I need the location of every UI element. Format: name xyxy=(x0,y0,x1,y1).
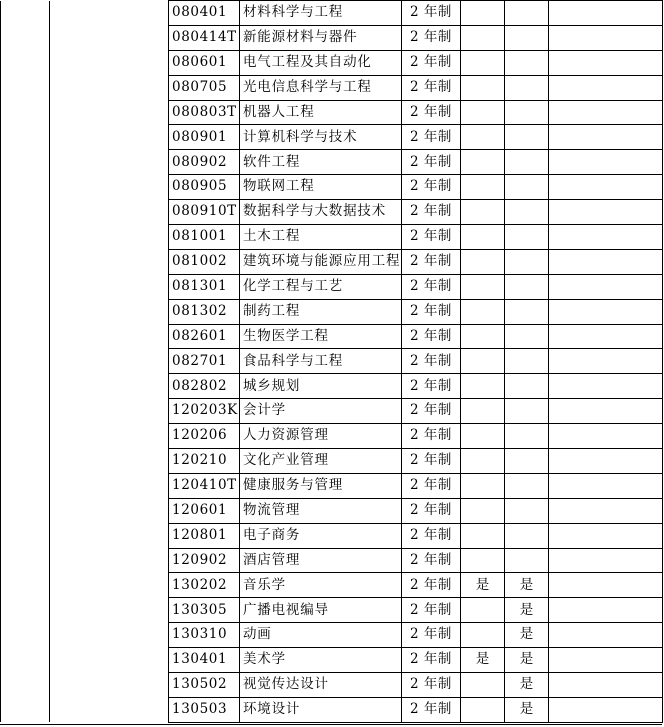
table-row xyxy=(1,1,663,26)
major-name-cell: 视觉传达设计 xyxy=(240,673,402,698)
remarks-cell xyxy=(549,1,663,26)
major-name-cell: 计算机科学与技术 xyxy=(240,125,402,150)
major-code-cell: 080901 xyxy=(169,125,240,150)
table-body xyxy=(1,1,663,723)
flag-cell-1 xyxy=(461,548,505,573)
remarks-cell xyxy=(549,473,663,498)
remarks-cell xyxy=(549,25,663,50)
major-name-cell: 数据科学与大数据技术 xyxy=(240,200,402,225)
major-code-cell: 120601 xyxy=(169,498,240,523)
flag-cell-1 xyxy=(461,424,505,449)
duration-cell: 2 年制 xyxy=(402,598,461,623)
remarks-cell xyxy=(549,274,663,299)
remarks-cell xyxy=(549,673,663,698)
major-code-cell: 081001 xyxy=(169,225,240,250)
duration-cell: 2 年制 xyxy=(402,473,461,498)
major-name-cell: 美术学 xyxy=(240,648,402,673)
major-name-cell: 电子商务 xyxy=(240,523,402,548)
duration-cell: 2 年制 xyxy=(402,50,461,75)
flag-cell-1 xyxy=(461,673,505,698)
remarks-cell xyxy=(549,299,663,324)
flag-cell-1 xyxy=(461,498,505,523)
major-code-cell: 130305 xyxy=(169,598,240,623)
major-code-cell: 130401 xyxy=(169,648,240,673)
flag-cell-2 xyxy=(505,324,549,349)
major-name-cell: 电气工程及其自动化 xyxy=(240,50,402,75)
flag-cell-2 xyxy=(505,548,549,573)
remarks-cell xyxy=(549,573,663,598)
flag-cell-1 xyxy=(461,1,505,26)
duration-cell: 2 年制 xyxy=(402,25,461,50)
major-code-cell: 081002 xyxy=(169,249,240,274)
flag-cell-1 xyxy=(461,25,505,50)
flag-cell-1 xyxy=(461,125,505,150)
flag-cell-2: 是 xyxy=(505,623,549,648)
flag-cell-1 xyxy=(461,598,505,623)
duration-cell: 2 年制 xyxy=(402,573,461,598)
major-name-cell: 软件工程 xyxy=(240,150,402,175)
flag-cell-1 xyxy=(461,50,505,75)
duration-cell: 2 年制 xyxy=(402,349,461,374)
flag-cell-2 xyxy=(505,424,549,449)
duration-cell: 2 年制 xyxy=(402,1,461,26)
major-name-cell: 物联网工程 xyxy=(240,175,402,200)
flag-cell-2 xyxy=(505,175,549,200)
remarks-cell xyxy=(549,100,663,125)
flag-cell-2 xyxy=(505,75,549,100)
flag-cell-2 xyxy=(505,200,549,225)
duration-cell: 2 年制 xyxy=(402,498,461,523)
remarks-cell xyxy=(549,125,663,150)
major-name-cell: 城乡规划 xyxy=(240,374,402,399)
major-name-cell: 材料科学与工程 xyxy=(240,1,402,26)
remarks-cell xyxy=(549,523,663,548)
flag-cell-1 xyxy=(461,623,505,648)
remarks-cell xyxy=(549,399,663,424)
major-code-cell: 080401 xyxy=(169,1,240,26)
major-code-cell: 080910T xyxy=(169,200,240,225)
flag-cell-2 xyxy=(505,523,549,548)
major-name-cell: 新能源材料与器件 xyxy=(240,25,402,50)
flag-cell-2 xyxy=(505,1,549,26)
major-code-cell: 080414T xyxy=(169,25,240,50)
flag-cell-1 xyxy=(461,324,505,349)
flag-cell-2 xyxy=(505,299,549,324)
duration-cell: 2 年制 xyxy=(402,75,461,100)
remarks-cell xyxy=(549,324,663,349)
remarks-cell xyxy=(549,424,663,449)
major-code-cell: 120203K xyxy=(169,399,240,424)
remarks-cell xyxy=(549,150,663,175)
remarks-cell xyxy=(549,498,663,523)
duration-cell: 2 年制 xyxy=(402,648,461,673)
flag-cell-1: 是 xyxy=(461,573,505,598)
major-name-cell: 制药工程 xyxy=(240,299,402,324)
remarks-cell xyxy=(549,200,663,225)
major-code-cell: 120210 xyxy=(169,449,240,474)
flag-cell-2 xyxy=(505,374,549,399)
duration-cell: 2 年制 xyxy=(402,249,461,274)
major-code-cell: 080601 xyxy=(169,50,240,75)
flag-cell-2 xyxy=(505,498,549,523)
flag-cell-1 xyxy=(461,249,505,274)
major-name-cell: 食品科学与工程 xyxy=(240,349,402,374)
flag-cell-2 xyxy=(505,274,549,299)
duration-cell: 2 年制 xyxy=(402,324,461,349)
flag-cell-2 xyxy=(505,125,549,150)
flag-cell-1 xyxy=(461,523,505,548)
major-code-cell: 082701 xyxy=(169,349,240,374)
flag-cell-1 xyxy=(461,274,505,299)
major-name-cell: 动画 xyxy=(240,623,402,648)
remarks-cell xyxy=(549,623,663,648)
duration-cell: 2 年制 xyxy=(402,374,461,399)
flag-cell-1: 是 xyxy=(461,648,505,673)
duration-cell: 2 年制 xyxy=(402,274,461,299)
flag-cell-1 xyxy=(461,150,505,175)
flag-cell-2 xyxy=(505,225,549,250)
flag-cell-1 xyxy=(461,473,505,498)
major-code-cell: 130202 xyxy=(169,573,240,598)
flag-cell-1 xyxy=(461,200,505,225)
major-name-cell: 建筑环境与能源应用工程 xyxy=(240,249,402,274)
flag-cell-2: 是 xyxy=(505,573,549,598)
major-code-cell: 130502 xyxy=(169,673,240,698)
duration-cell: 2 年制 xyxy=(402,175,461,200)
flag-cell-2 xyxy=(505,25,549,50)
flag-cell-2: 是 xyxy=(505,648,549,673)
major-code-cell: 120206 xyxy=(169,424,240,449)
remarks-cell xyxy=(549,374,663,399)
duration-cell: 2 年制 xyxy=(402,449,461,474)
duration-cell: 2 年制 xyxy=(402,523,461,548)
major-code-cell: 080902 xyxy=(169,150,240,175)
remarks-cell xyxy=(549,75,663,100)
major-code-cell: 082601 xyxy=(169,324,240,349)
remarks-cell xyxy=(549,697,663,722)
duration-cell: 2 年制 xyxy=(402,548,461,573)
duration-cell: 2 年制 xyxy=(402,100,461,125)
major-name-cell: 机器人工程 xyxy=(240,100,402,125)
duration-cell: 2 年制 xyxy=(402,399,461,424)
flag-cell-2 xyxy=(505,349,549,374)
remarks-cell xyxy=(549,648,663,673)
duration-cell: 2 年制 xyxy=(402,125,461,150)
flag-cell-2: 是 xyxy=(505,673,549,698)
duration-cell: 2 年制 xyxy=(402,299,461,324)
left-blank-column-2 xyxy=(50,1,169,723)
flag-cell-2: 是 xyxy=(505,598,549,623)
duration-cell: 2 年制 xyxy=(402,225,461,250)
major-code-cell: 080905 xyxy=(169,175,240,200)
flag-cell-2 xyxy=(505,449,549,474)
flag-cell-1 xyxy=(461,225,505,250)
major-code-cell: 081301 xyxy=(169,274,240,299)
flag-cell-2 xyxy=(505,100,549,125)
major-code-cell: 080705 xyxy=(169,75,240,100)
remarks-cell xyxy=(549,349,663,374)
duration-cell: 2 年制 xyxy=(402,697,461,722)
remarks-cell xyxy=(549,598,663,623)
remarks-cell xyxy=(549,175,663,200)
major-code-cell: 082802 xyxy=(169,374,240,399)
flag-cell-1 xyxy=(461,449,505,474)
flag-cell-2 xyxy=(505,150,549,175)
major-name-cell: 人力资源管理 xyxy=(240,424,402,449)
major-name-cell: 文化产业管理 xyxy=(240,449,402,474)
flag-cell-1 xyxy=(461,697,505,722)
remarks-cell xyxy=(549,50,663,75)
major-code-cell: 130503 xyxy=(169,697,240,722)
remarks-cell xyxy=(549,548,663,573)
flag-cell-1 xyxy=(461,299,505,324)
major-name-cell: 广播电视编导 xyxy=(240,598,402,623)
duration-cell: 2 年制 xyxy=(402,200,461,225)
major-code-cell: 120410T xyxy=(169,473,240,498)
remarks-cell xyxy=(549,449,663,474)
flag-cell-1 xyxy=(461,100,505,125)
duration-cell: 2 年制 xyxy=(402,623,461,648)
flag-cell-1 xyxy=(461,374,505,399)
remarks-cell xyxy=(549,225,663,250)
duration-cell: 2 年制 xyxy=(402,150,461,175)
major-name-cell: 环境设计 xyxy=(240,697,402,722)
major-code-cell: 130310 xyxy=(169,623,240,648)
flag-cell-1 xyxy=(461,175,505,200)
duration-cell: 2 年制 xyxy=(402,673,461,698)
major-name-cell: 物流管理 xyxy=(240,498,402,523)
flag-cell-2 xyxy=(505,249,549,274)
flag-cell-2 xyxy=(505,399,549,424)
major-name-cell: 酒店管理 xyxy=(240,548,402,573)
table-bottom-border xyxy=(0,724,662,725)
flag-cell-2 xyxy=(505,473,549,498)
major-name-cell: 土木工程 xyxy=(240,225,402,250)
major-code-cell: 081302 xyxy=(169,299,240,324)
major-name-cell: 化学工程与工艺 xyxy=(240,274,402,299)
remarks-cell xyxy=(549,249,663,274)
major-name-cell: 光电信息科学与工程 xyxy=(240,75,402,100)
duration-cell: 2 年制 xyxy=(402,424,461,449)
major-name-cell: 音乐学 xyxy=(240,573,402,598)
flag-cell-1 xyxy=(461,75,505,100)
flag-cell-1 xyxy=(461,349,505,374)
major-name-cell: 会计学 xyxy=(240,399,402,424)
major-name-cell: 生物医学工程 xyxy=(240,324,402,349)
left-blank-column-1 xyxy=(1,1,50,723)
flag-cell-2: 是 xyxy=(505,697,549,722)
major-code-cell: 080803T xyxy=(169,100,240,125)
flag-cell-1 xyxy=(461,399,505,424)
major-name-cell: 健康服务与管理 xyxy=(240,473,402,498)
major-code-cell: 120801 xyxy=(169,523,240,548)
flag-cell-2 xyxy=(505,50,549,75)
major-code-cell: 120902 xyxy=(169,548,240,573)
